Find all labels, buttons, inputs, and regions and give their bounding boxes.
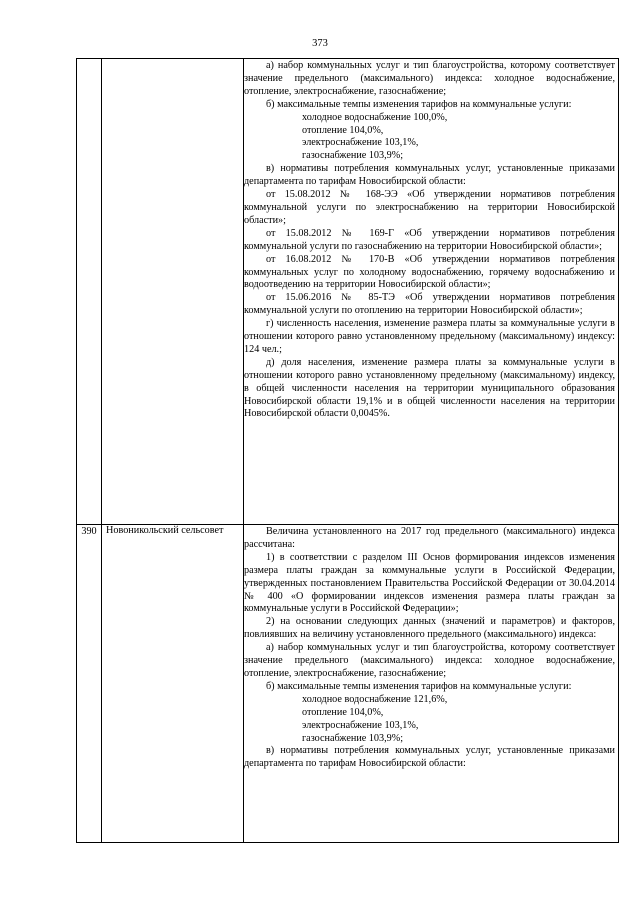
- paragraph: б) максимальные темпы изменения тарифов на коммунальные услуги:: [266, 98, 572, 110]
- paragraph: а) набор коммунальных услуг и тип благоустройства, которому соответствует значение предельного (максимального) индекса: холодное водоснабжение, отопление, электроснабжение, газоснабжение;: [244, 60, 615, 97]
- paragraph: б) максимальные темпы изменения тарифов на коммунальные услуги:: [266, 680, 572, 692]
- paragraph: от 15.06.2016 № 85-ТЭ «Об утверждении нормативов потребления коммунальной услуги по отоплению на территории Новосибирской области»;: [244, 292, 615, 317]
- paragraph: холодное водоснабжение 121,6%,: [302, 693, 448, 705]
- paragraph: г) численность населения, изменение размера платы за коммунальные услуги в отношении которого равно установленному предельному (максимальному) индексу: 124 чел.;: [244, 318, 615, 355]
- description-cell: [244, 525, 619, 843]
- paragraph: в) нормативы потребления коммунальных услуг, установленные приказами департамента по тарифам Новосибирской области:: [244, 745, 615, 770]
- municipality-name-cell: Новоникольский сельсовет: [102, 525, 244, 843]
- paragraph: электроснабжение 103,1%,: [302, 719, 419, 731]
- paragraph: отопление 104,0%,: [302, 124, 384, 136]
- paragraph: от 16.08.2012 № 170-В «Об утверждении нормативов потребления коммунальных услуг по холодному водоснабжению, горячему водоснабжению и водоотведению на территории Новосибирской области»;: [244, 253, 615, 291]
- document-table: [76, 58, 619, 843]
- paragraph: д) доля населения, изменение размера платы за коммунальные услуги в отношении которого равно установленному предельному (максимальному) индексу, в общей численности населения на территории муниципального образования Новосибирской области 19,1% и в общей численности населения на территории Новосибирской области 0,0045%.: [244, 356, 615, 420]
- paragraph: от 15.08.2012 № 169-Г «Об утверждении нормативов потребления коммунальной услуги по газоснабжению на территории Новосибирской области»;: [244, 227, 615, 252]
- row-number-cell: [77, 59, 102, 525]
- paragraph: Величина установленного на 2017 год предельного (максимального) индекса рассчитана:: [244, 526, 615, 550]
- paragraph: 2) на основании следующих данных (значений и параметров) и факторов, повлиявших на величину установленного предельного (максимального) индекса:: [244, 616, 615, 641]
- paragraph: отопление 104,0%,: [302, 706, 384, 718]
- paragraph: электроснабжение 103,1%,: [302, 137, 419, 149]
- paragraph: от 15.08.2012 № 168-ЭЭ «Об утверждении нормативов потребления коммунальной услуги по электроснабжению на территории Новосибирской области»;: [244, 189, 615, 226]
- row-number-cell: 390: [77, 525, 102, 843]
- paragraph: газоснабжение 103,9%;: [302, 732, 404, 744]
- table-row: [77, 59, 619, 525]
- paragraph: 1) в соответствии с разделом III Основ формирования индексов изменения размера платы граждан за коммунальные услуги в Российской Федерации, утвержденных постановлением Правительства Российской Федерации от 30.04.2014 № 400 «О формировании индексов изменения размера платы граждан за коммунальные услуги в Российской Федерации»;: [244, 551, 615, 615]
- description-cell: [244, 59, 619, 525]
- paragraph: холодное водоснабжение 100,0%,: [302, 111, 448, 123]
- paragraph: в) нормативы потребления коммунальных услуг, установленные приказами департамента по тарифам Новосибирской области:: [244, 163, 615, 188]
- paragraph: газоснабжение 103,9%;: [302, 150, 404, 162]
- municipality-name-cell: [102, 59, 244, 525]
- page-number: 373: [312, 38, 328, 49]
- paragraph: а) набор коммунальных услуг и тип благоустройства, которому соответствует значение предельного (максимального) индекса: холодное водоснабжение, отопление, электроснабжение, газоснабжение;: [244, 642, 615, 679]
- table-row: [77, 525, 619, 843]
